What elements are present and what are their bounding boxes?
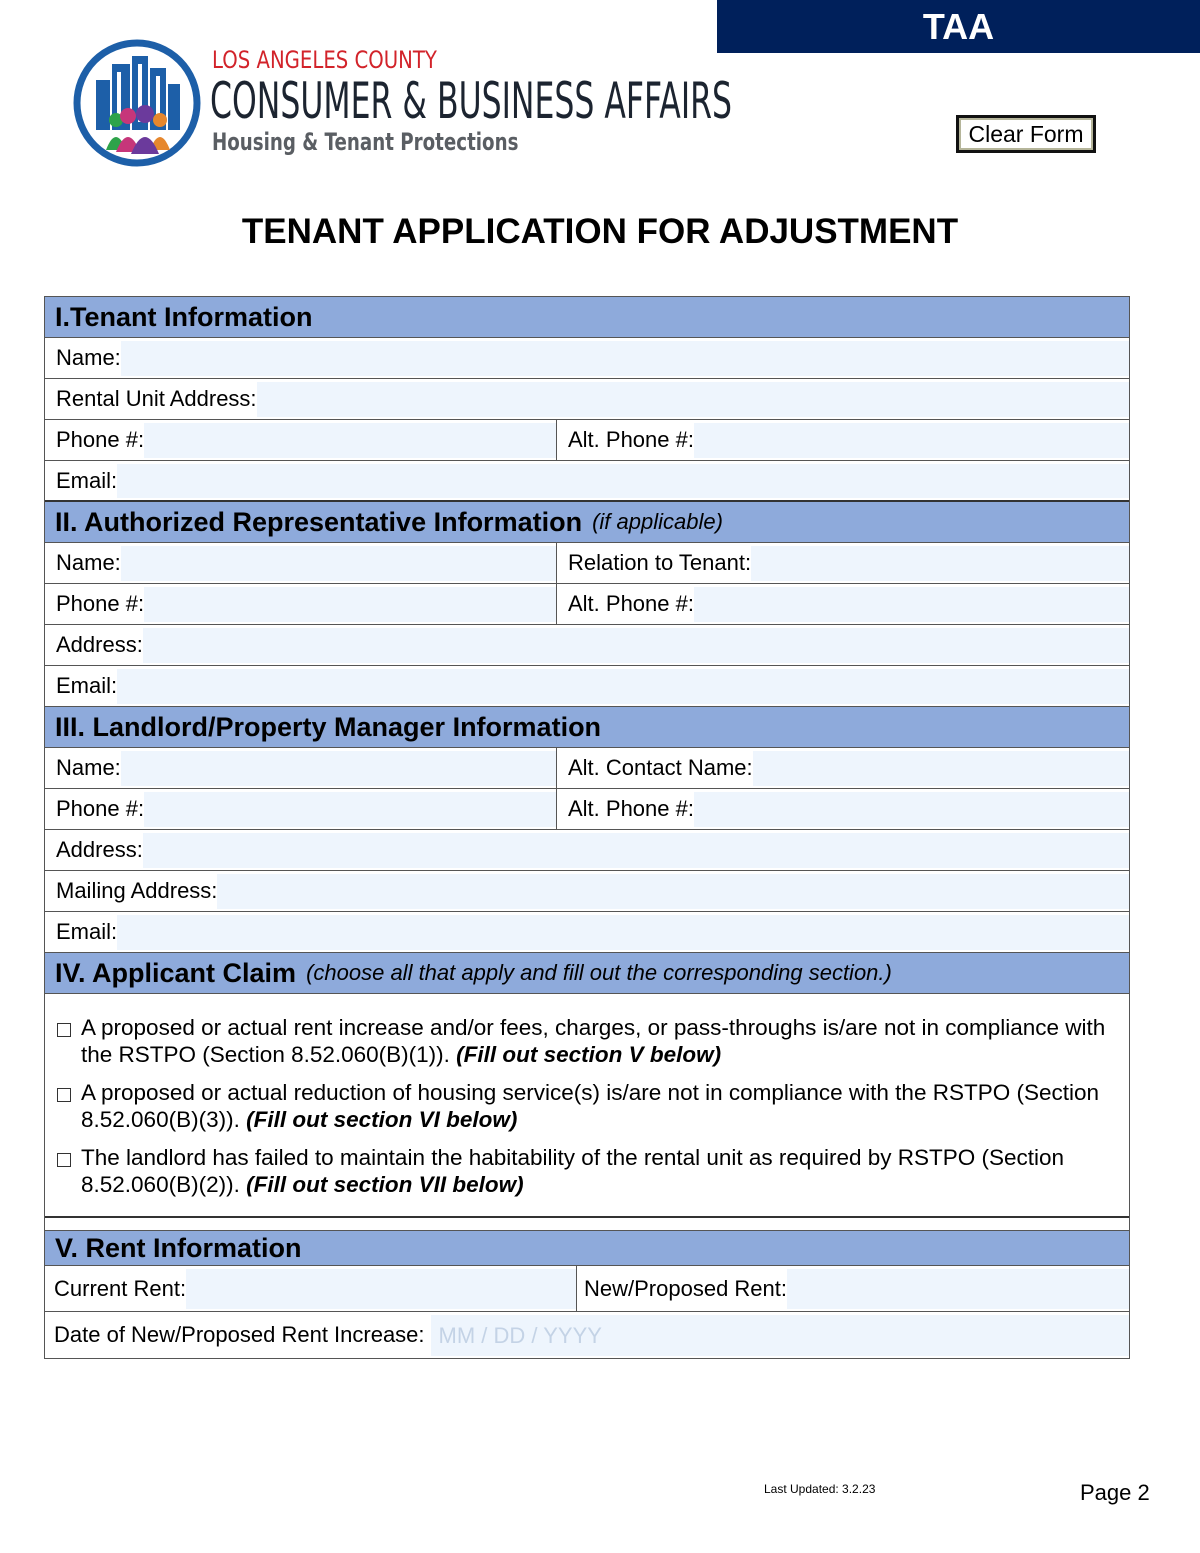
claim-text: A proposed or actual rent increase and/or fees, charges, or pass-throughs is/are not in compliance with the RSTPO (Section 8.52.060(B)(1)).	[81, 1015, 1106, 1067]
landlord-mailing-row	[45, 871, 1129, 912]
section-title: V. Rent Information	[55, 1232, 302, 1263]
field-label: Address:	[56, 632, 143, 657]
field-label: Mailing Address:	[56, 878, 218, 903]
claim-text: The landlord has failed to maintain the habitability of the rental unit as required by RSTPO (Section 8.52.060(B)(2)).	[81, 1145, 1065, 1197]
landlord-name-input[interactable]	[121, 751, 556, 786]
section-claim-header	[45, 953, 1129, 994]
rep-address-row	[45, 625, 1129, 666]
field-label: Phone #:	[56, 591, 145, 616]
org-county: LOS ANGELES COUNTY	[212, 46, 437, 74]
field-label: Email:	[56, 673, 118, 698]
field-label: Alt. Contact Name:	[568, 755, 753, 780]
section-title: I.Tenant Information	[55, 301, 313, 332]
rep-phone-input[interactable]	[144, 587, 556, 622]
rep-phone-row	[45, 584, 1129, 625]
section-landlord-header	[45, 707, 1129, 748]
rep-email-input[interactable]	[117, 669, 1129, 704]
claim-item	[55, 1144, 1119, 1198]
org-name: CONSUMER & BUSINESS AFFAIRS	[210, 72, 733, 130]
claim-item	[55, 1079, 1119, 1133]
field-label: Address:	[56, 837, 143, 862]
tenant-alt-phone-input[interactable]	[694, 423, 1129, 458]
landlord-email-row	[45, 912, 1129, 953]
tenant-phone-input[interactable]	[144, 423, 556, 458]
section-gap	[45, 1218, 1129, 1230]
landlord-alt-contact-input[interactable]	[753, 751, 1129, 786]
tenant-name-row	[45, 338, 1129, 379]
field-label: Current Rent:	[54, 1275, 187, 1301]
section-rent-header	[45, 1230, 1129, 1266]
rep-name-row	[45, 543, 1129, 584]
new-rent-input[interactable]	[787, 1269, 1129, 1309]
claim-action: (Fill out section V below)	[456, 1042, 722, 1067]
current-rent-input[interactable]	[186, 1269, 576, 1309]
page-title: TENANT APPLICATION FOR ADJUSTMENT	[241, 212, 959, 251]
claim-action: (Fill out section VI below)	[246, 1107, 518, 1132]
claim-item	[55, 1014, 1119, 1068]
section-tenant-info-header	[45, 297, 1129, 338]
application-form	[44, 296, 1130, 1359]
rep-email-row	[45, 666, 1129, 707]
landlord-mailing-address-input[interactable]	[217, 874, 1129, 909]
tenant-name-input[interactable]	[121, 341, 1129, 376]
claim-rent-increase-checkbox[interactable]	[57, 1023, 71, 1037]
landlord-phone-row	[45, 789, 1129, 830]
form-code: TAA	[922, 5, 995, 47]
field-label: Rental Unit Address:	[56, 386, 257, 411]
claim-list	[45, 994, 1129, 1218]
section-note: (if applicable)	[592, 509, 723, 534]
tenant-email-row	[45, 461, 1129, 502]
rental-unit-address-input[interactable]	[257, 382, 1129, 417]
rent-amount-row	[45, 1266, 1129, 1312]
section-title: IV. Applicant Claim	[55, 957, 297, 988]
tenant-email-input[interactable]	[117, 464, 1129, 498]
field-label: Name:	[56, 550, 121, 575]
org-subtitle: Housing & Tenant Protections	[212, 128, 519, 156]
rep-relation-input[interactable]	[751, 546, 1129, 581]
dcba-logo-icon	[72, 38, 202, 168]
field-label: Relation to Tenant:	[568, 550, 752, 575]
field-label: Email:	[56, 919, 118, 944]
rep-name-input[interactable]	[121, 546, 556, 581]
landlord-address-row	[45, 830, 1129, 871]
section-representative-header	[45, 502, 1129, 543]
tenant-address-row	[45, 379, 1129, 420]
landlord-email-input[interactable]	[117, 915, 1129, 950]
tenant-phone-row	[45, 420, 1129, 461]
landlord-address-input[interactable]	[143, 833, 1129, 868]
rent-increase-date-input[interactable]	[431, 1315, 1129, 1356]
field-label: Name:	[56, 345, 121, 370]
clear-form-button[interactable]: Clear Form	[956, 115, 1096, 153]
claim-text: A proposed or actual reduction of housing service(s) is/are not in compliance with the RSTPO (Section 8.52.060(B)(3)).	[81, 1080, 1100, 1132]
rep-address-input[interactable]	[143, 628, 1129, 663]
last-updated: Last Updated: 3.2.23	[764, 1482, 876, 1496]
field-label: Phone #:	[56, 427, 145, 452]
field-label: Alt. Phone #:	[568, 796, 694, 821]
field-label: Alt. Phone #:	[568, 591, 694, 616]
field-label: New/Proposed Rent:	[584, 1275, 787, 1301]
rent-date-row	[45, 1312, 1129, 1358]
landlord-alt-phone-input[interactable]	[694, 792, 1129, 827]
landlord-name-row	[45, 748, 1129, 789]
field-label: Name:	[56, 755, 121, 780]
form-code-banner	[717, 0, 1200, 53]
rep-alt-phone-input[interactable]	[694, 587, 1129, 622]
page-number: Page 2	[1080, 1480, 1150, 1505]
field-label: Phone #:	[56, 796, 145, 821]
claim-service-reduction-checkbox[interactable]	[57, 1088, 71, 1102]
field-label: Date of New/Proposed Rent Increase:	[54, 1322, 425, 1347]
landlord-phone-input[interactable]	[144, 792, 556, 827]
claim-habitability-checkbox[interactable]	[57, 1153, 71, 1167]
field-label: Email:	[56, 467, 118, 493]
field-label: Alt. Phone #:	[568, 427, 694, 452]
claim-action: (Fill out section VII below)	[246, 1172, 524, 1197]
section-title: III. Landlord/Property Manager Information	[55, 711, 602, 742]
section-title: II. Authorized Representative Information	[55, 506, 583, 537]
section-note: (choose all that apply and fill out the corresponding section.)	[306, 960, 892, 985]
